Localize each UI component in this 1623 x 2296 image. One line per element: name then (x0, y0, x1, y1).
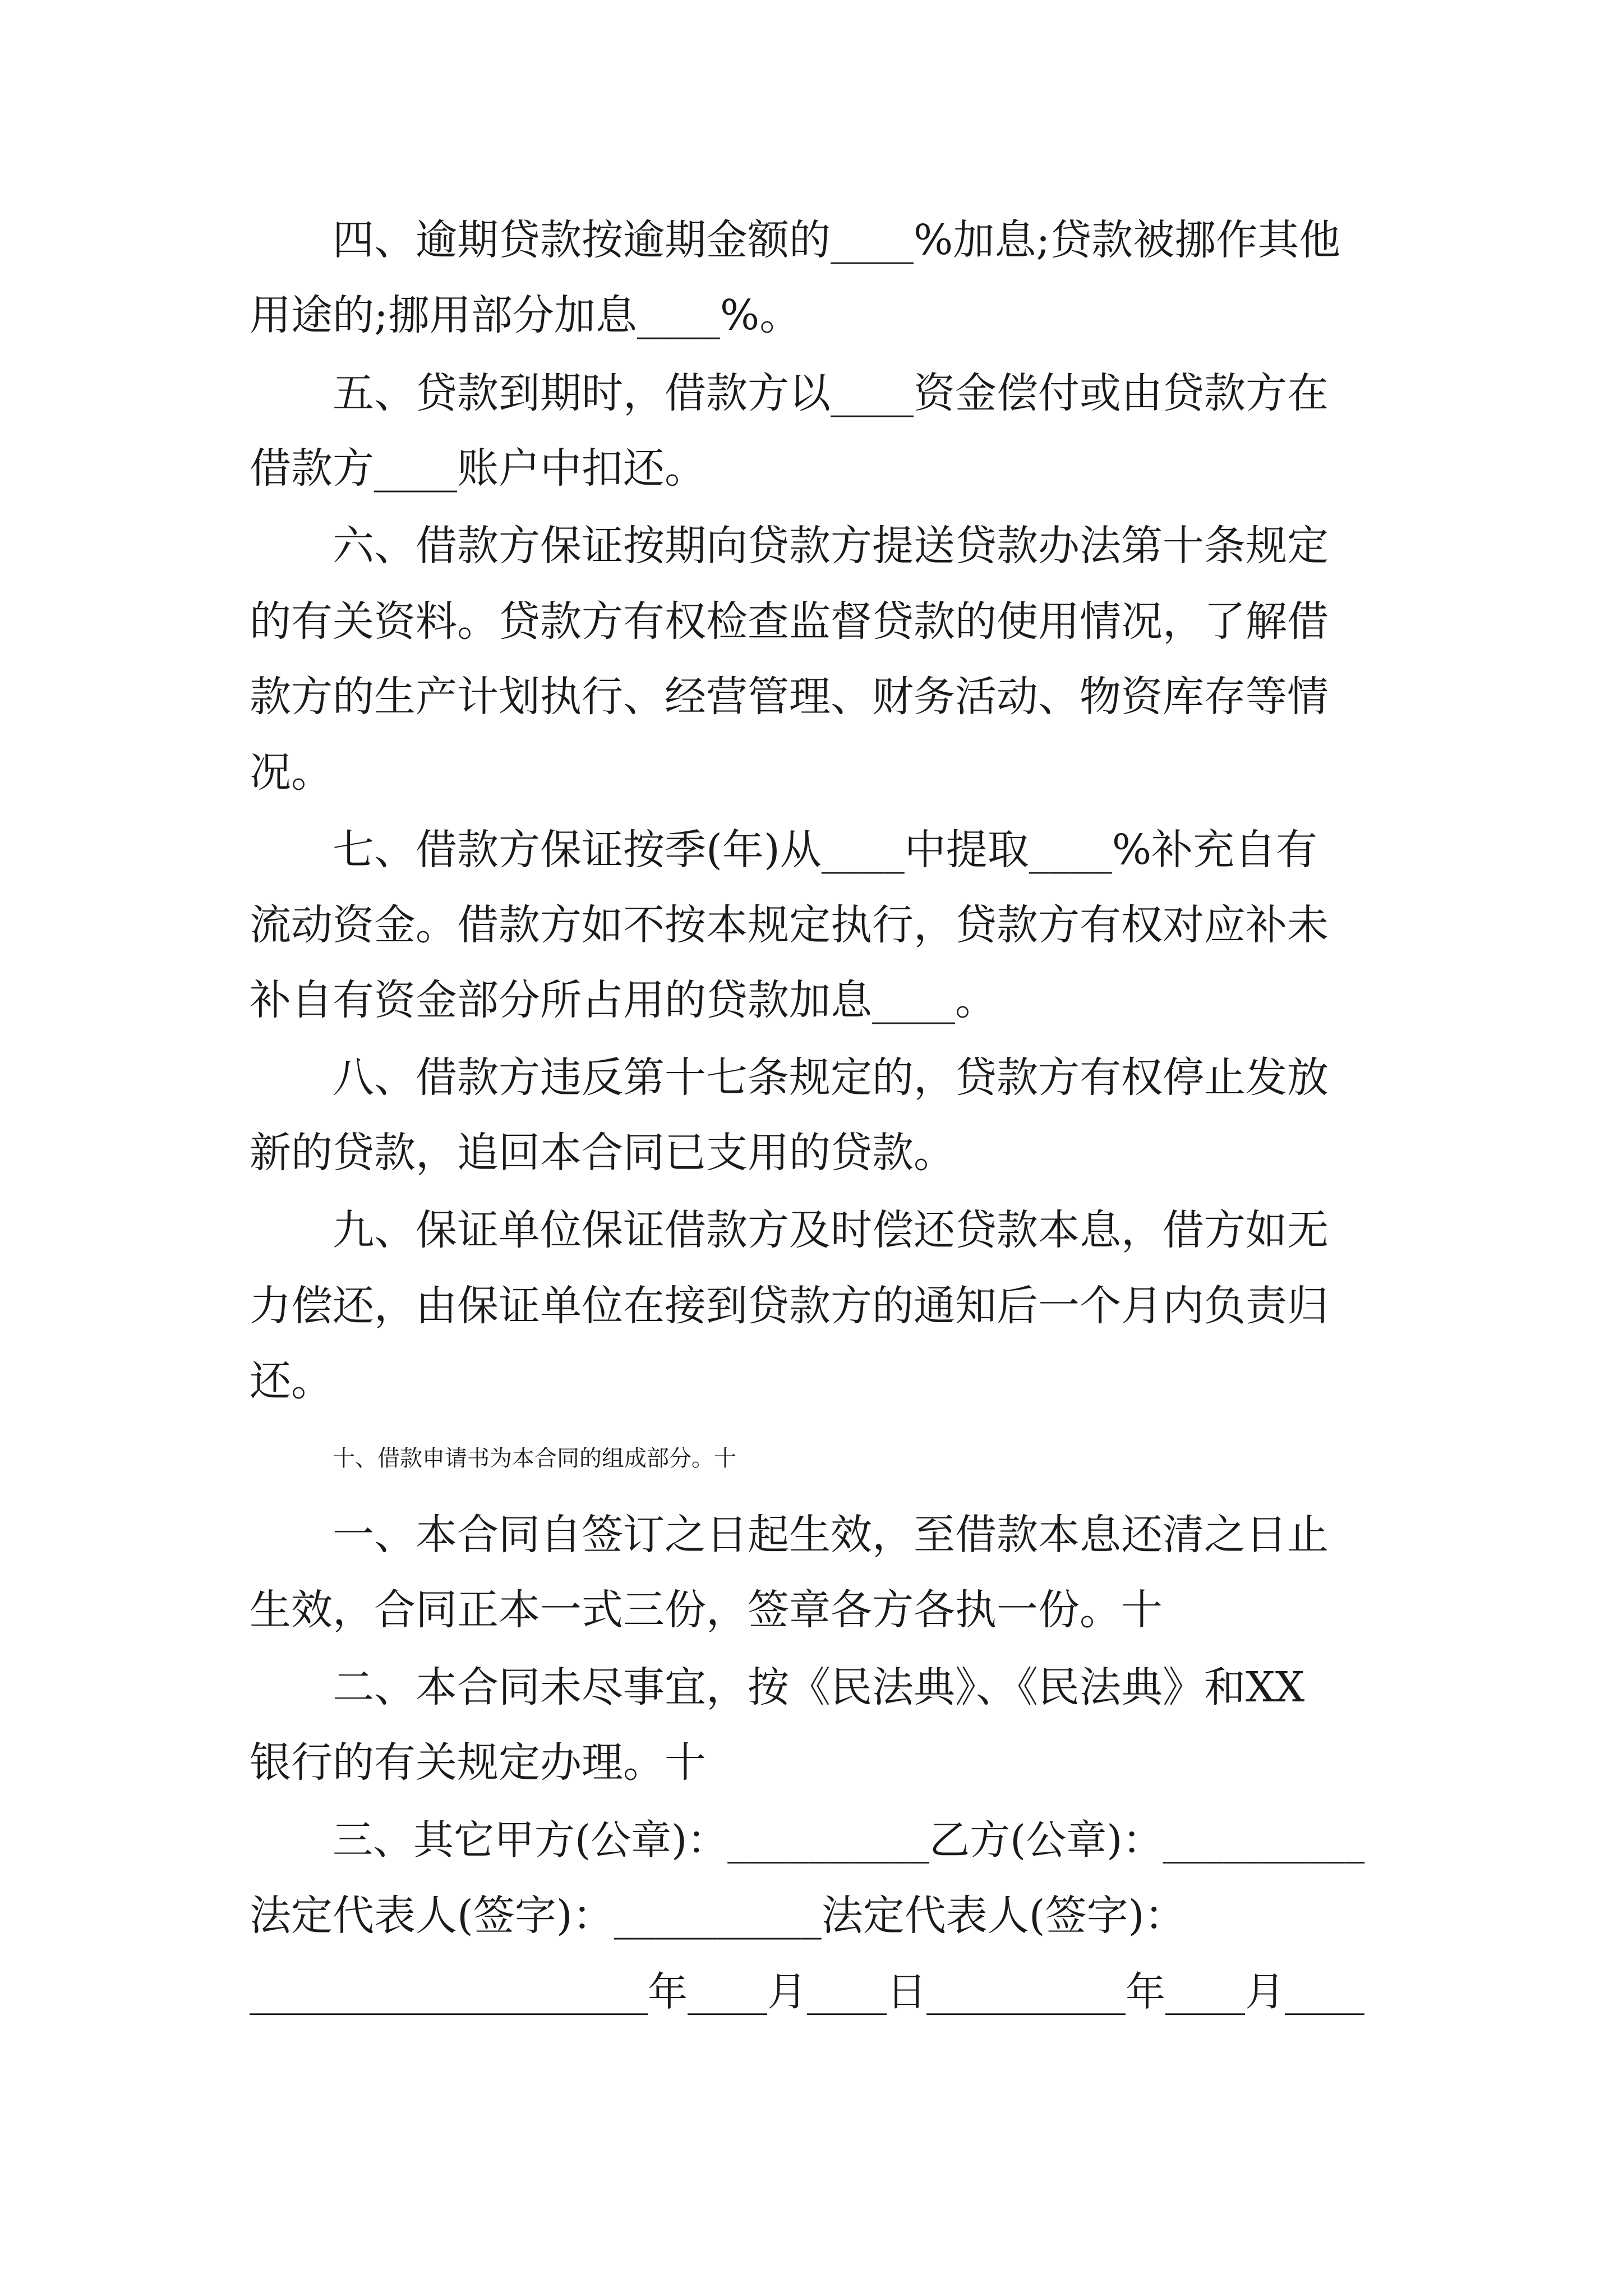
text-line: 九、保证单位保证借款方及时偿还贷款本息，借方如无 (333, 1206, 1329, 1254)
text-line: 用途的;挪用部分加息____%。 (250, 291, 801, 339)
text-line: 况。 (250, 748, 333, 797)
text-line: 二、本合同未尽事宜，按《民法典》、《民法典》和XX (333, 1663, 1305, 1711)
text-line: 生效，合同正本一式三份，签章各方各执一份。十 (250, 1586, 1163, 1634)
text-line: 的有关资料。贷款方有权检查监督贷款的使用情况，了解借 (250, 597, 1329, 646)
text-line: 一、本合同自签订之日起生效，至借款本息还清之日止 (333, 1511, 1329, 1559)
text-line: 银行的有关规定办理。十 (250, 1738, 706, 1787)
signature-line-dates: ____________________年____月____日__________年____月____ (250, 1968, 1365, 2015)
signature-line-representatives: 法定代表人(签字)：__________法定代表人(签字)： (250, 1892, 1186, 1940)
text-line: 补自有资金部分所占用的贷款加息____。 (250, 976, 997, 1024)
text-line: 五、贷款到期时，借款方以____资金偿付或由贷款方在 (333, 369, 1329, 417)
signature-line-parties: 三、其它甲方(公章)：__________乙方(公章)：__________ (333, 1816, 1365, 1864)
text-line: 流动资金。借款方如不按本规定执行，贷款方有权对应补未 (250, 901, 1329, 949)
text-line: 四、逾期贷款按逾期金额的____%加息;贷款被挪作其他 (333, 216, 1341, 264)
text-line: 还。 (250, 1357, 333, 1405)
text-line: 十、借款申请书为本合同的组成部分。十 (333, 1446, 736, 1471)
text-line: 款方的生产计划执行、经营管理、财务活动、物资库存等情 (250, 673, 1329, 721)
text-line: 借款方____账户中扣还。 (250, 444, 706, 493)
text-line: 六、借款方保证按期向贷款方提送贷款办法第十条规定 (333, 522, 1329, 570)
text-line: 新的贷款，追回本合同已支用的贷款。 (250, 1129, 955, 1177)
text-line: 七、借款方保证按季(年)从____中提取____%补充自有 (333, 826, 1318, 874)
text-line: 八、借款方违反第十七条规定的，贷款方有权停止发放 (333, 1053, 1329, 1102)
text-line: 力偿还，由保证单位在接到贷款方的通知后一个月内负责归 (250, 1282, 1329, 1330)
